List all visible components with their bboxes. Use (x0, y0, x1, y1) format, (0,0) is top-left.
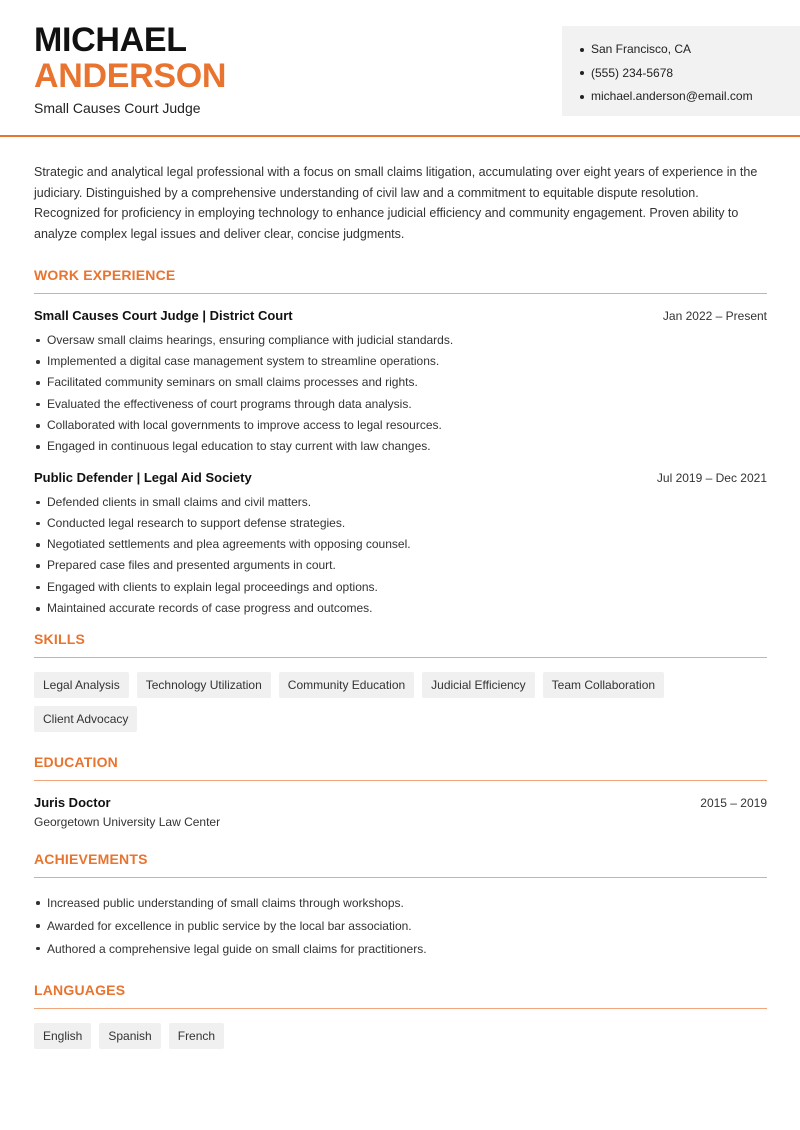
skill-chip: Legal Analysis (34, 672, 129, 698)
first-name: MICHAEL (34, 21, 187, 59)
summary: Strategic and analytical legal professional with a focus on small claims litigation, accumulating over eight years of experience in the judiciary. Distinguished by a comprehensive understanding of civil law and a commitment to equitable dispute resolution. Recognized for proficiency in employing technology to enhance judicial efficiency and community engagement. Proven ability to analyze complex legal issues and deliver clear, concise judgments. (34, 165, 758, 242)
job-dates: Jul 2019 – Dec 2021 (656, 470, 767, 485)
language-chip: English (34, 1023, 91, 1049)
job-entry (34, 470, 767, 620)
job-entry (34, 308, 767, 458)
languages-section (34, 982, 767, 1049)
skill-chip: Community Education (279, 672, 414, 698)
job-role: Public Defender | Legal Aid Society (34, 469, 252, 485)
achievements-list (34, 892, 767, 960)
skill-chip: Client Advocacy (34, 706, 137, 732)
list-item: Engaged with clients to explain legal proceedings and options. (34, 577, 767, 598)
contact-location: San Francisco, CA (580, 38, 800, 62)
work-experience-section (34, 267, 767, 620)
languages-list (34, 1023, 767, 1049)
list-item: Awarded for excellence in public service by the local bar association. (34, 915, 767, 938)
resume-header (0, 0, 800, 137)
section-title: LANGUAGES (34, 982, 767, 1009)
job-bullets (34, 492, 767, 620)
language-chip: French (169, 1023, 224, 1049)
contact-email: michael.anderson@email.com (580, 85, 800, 109)
skill-chip: Technology Utilization (137, 672, 271, 698)
section-title: EDUCATION (34, 754, 767, 781)
section-title: SKILLS (34, 631, 767, 658)
list-item: Engaged in continuous legal education to stay current with law changes. (34, 436, 767, 457)
list-item: Increased public understanding of small claims through workshops. (34, 892, 767, 915)
list-item: Oversaw small claims hearings, ensuring compliance with judicial standards. (34, 330, 767, 351)
job-role: Small Causes Court Judge | District Court (34, 307, 293, 323)
resume-body (34, 162, 767, 1049)
candidate-name (34, 22, 226, 94)
education-years: 2015 – 2019 (700, 796, 767, 811)
degree: Juris Doctor (34, 795, 111, 811)
skills-section (34, 631, 767, 732)
skill-chip: Team Collaboration (543, 672, 664, 698)
section-title: WORK EXPERIENCE (34, 267, 767, 294)
bullet-icon (580, 48, 584, 52)
job-dates: Jan 2022 – Present (662, 308, 767, 323)
job-bullets (34, 330, 767, 458)
list-item: Conducted legal research to support defense strategies. (34, 513, 767, 534)
bullet-icon (580, 95, 584, 99)
list-item: Negotiated settlements and plea agreements with opposing counsel. (34, 534, 767, 555)
list-item: Collaborated with local governments to improve access to legal resources. (34, 415, 767, 436)
list-item: Facilitated community seminars on small claims processes and rights. (34, 372, 767, 393)
skill-chip: Judicial Efficiency (422, 672, 535, 698)
list-item: Evaluated the effectiveness of court programs through data analysis. (34, 394, 767, 415)
education-section (34, 754, 767, 829)
section-title: ACHIEVEMENTS (34, 851, 767, 878)
job-title: Small Causes Court Judge (34, 100, 201, 116)
bullet-icon (580, 71, 584, 75)
list-item: Implemented a digital case management system to streamline operations. (34, 351, 767, 372)
school: Georgetown University Law Center (34, 815, 221, 830)
list-item: Authored a comprehensive legal guide on small claims for practitioners. (34, 938, 767, 961)
list-item: Maintained accurate records of case progress and outcomes. (34, 598, 767, 619)
contact-box (562, 26, 800, 116)
skills-list (34, 672, 767, 732)
achievements-section (34, 851, 767, 960)
language-chip: Spanish (99, 1023, 160, 1049)
list-item: Prepared case files and presented arguments in court. (34, 555, 767, 576)
contact-phone: (555) 234-5678 (580, 62, 800, 86)
last-name: ANDERSON (34, 57, 227, 95)
list-item: Defended clients in small claims and civil matters. (34, 492, 767, 513)
